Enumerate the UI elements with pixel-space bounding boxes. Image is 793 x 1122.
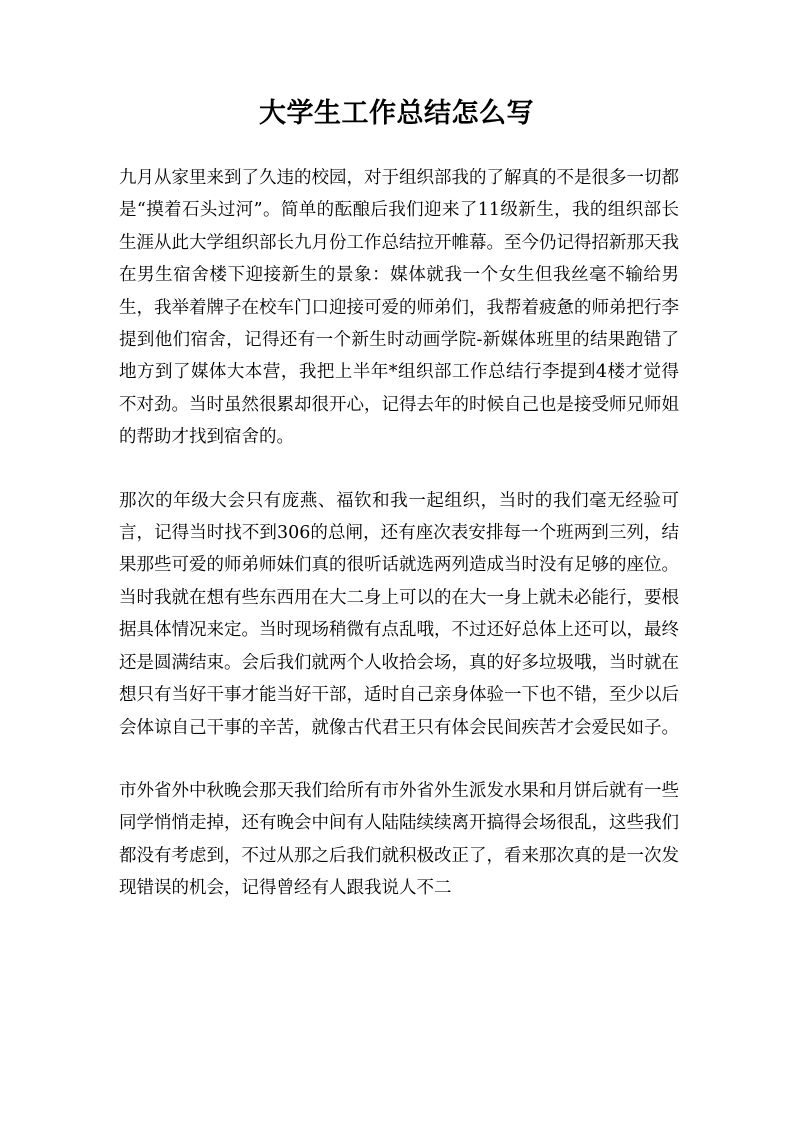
paragraph-1: 九月从家里来到了久违的校园，对于组织部我的了解真的不是很多一切都是“摸着石头过河”。简单的酝酿后我们迎来了11级新生，我的组织部长生涯从此大学组织部长九月份工作总结拉开帷幕。至今仍记得招新那天我在男生宿舍楼下迎接新生的景象：媒体就我一个女生但我丝毫不输给男生，我举着牌子在校车门口迎接可爱的师弟们，我帮着疲惫的师弟把行李提到他们宿舍，记得还有一个新生时动画学院-新媒体班里的结果跑错了地方到了媒体大本营，我把上半年*组织部工作总结行李提到4楼才觉得不对劲。当时虽然很累却很开心，记得去年的时候自己也是接受师兄师姐的帮助才找到宿舍的。 xyxy=(119,168,679,448)
paragraph-3: 市外省外中秋晚会那天我们给所有市外省外生派发水果和月饼后就有一些同学悄悄走掉，还有晚会中间有人陆陆续续离开搞得会场很乱，这些我们都没有考虑到，不过从那之后我们就积极改正了，看来那次真的是一次发现错误的机会，记得曾经有人跟我说人不二 xyxy=(119,780,679,899)
document-body xyxy=(119,162,679,936)
document-title: 大学生工作总结怎么写 xyxy=(259,98,534,129)
paragraph-2: 那次的年级大会只有庞燕、福钦和我一起组织，当时的我们毫无经验可言，记得当时找不到306的总闸，还有座次表安排每一个班两到三列，结果那些可爱的师弟师妹们真的很听话就选两列造成当时没有足够的座位。当时我就在想有些东西用在大二身上可以的在大一身上就未必能行，要根据具体情况来定。当时现场稍微有点乱哦，不过还好总体上还可以，最终还是圆满结束。会后我们就两个人收拾会场，真的好多垃圾哦，当时就在想只有当好干事才能当好干部，适时自己亲身体验一下也不错，至少以后会体谅自己干事的辛苦，就像古代君王只有体会民间疾苦才会爱民如子。 xyxy=(119,490,679,738)
